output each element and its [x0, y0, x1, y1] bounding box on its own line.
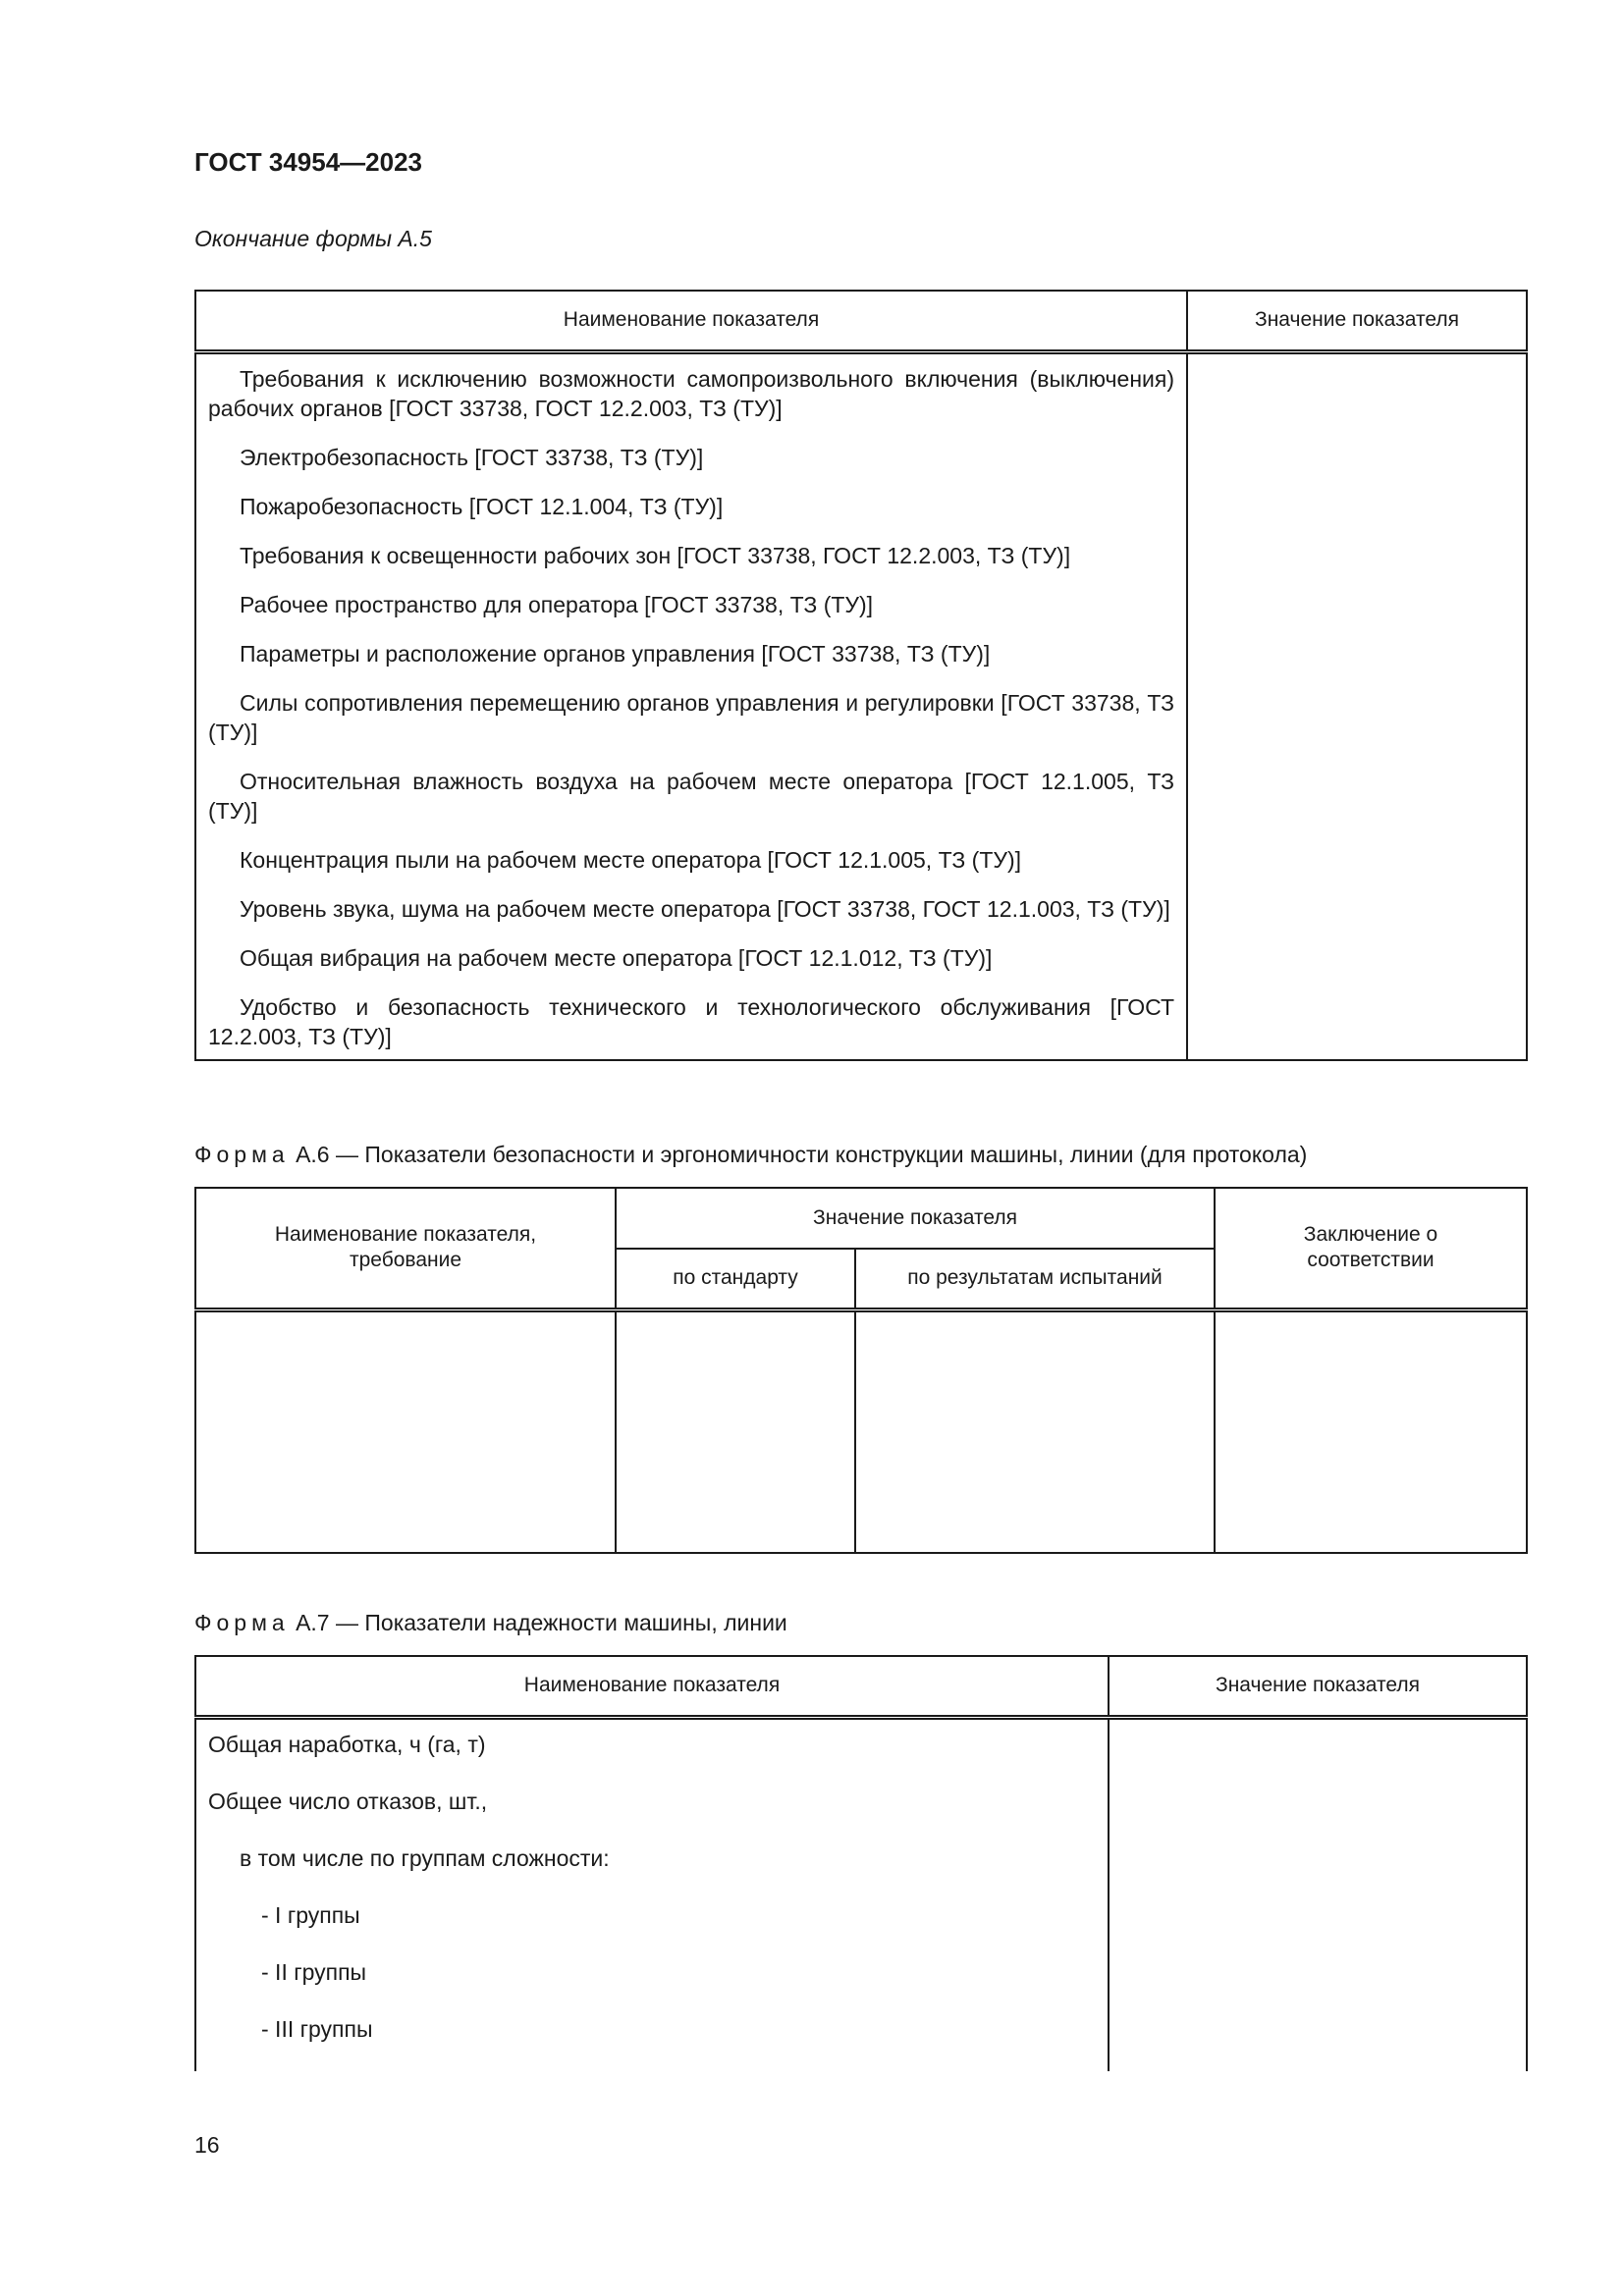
indicator-row: Общее число отказов, шт.,	[208, 1788, 488, 1814]
column-header-name: Наименование показателя	[195, 1656, 1109, 1717]
indicator-row: Электробезопасность [ГОСТ 33738, ТЗ (ТУ)]	[240, 444, 704, 470]
form-a6-caption-text: А.6 — Показатели безопасности и эргономичности конструкции машины, линии (для протокола)	[289, 1142, 1308, 1167]
column-header-by-standard: по стандарту	[616, 1249, 855, 1309]
column-header-name: Наименование показателя	[195, 291, 1187, 351]
column-header-name-requirement: Наименование показателя, требование	[195, 1188, 616, 1309]
value-cell-empty	[1109, 1717, 1527, 2071]
form-a5-table	[194, 290, 1528, 1061]
indicator-row: Удобство и безопасность технического и технологического обслуживания [ГОСТ 12.2.003, ТЗ (ТУ)]	[208, 993, 1174, 1049]
column-header-conclusion: Заключение о соответствии	[1215, 1188, 1527, 1309]
indicator-row: в том числе по группам сложности:	[240, 1844, 610, 1871]
table-header-row	[195, 291, 1527, 351]
document-title: ГОСТ 34954—2023	[194, 147, 422, 177]
empty-cell	[616, 1309, 855, 1553]
table-header-row	[195, 1188, 1527, 1249]
table-header-row	[195, 1656, 1527, 1717]
form-a7-caption	[194, 1610, 787, 1636]
indicator-row: Относительная влажность воздуха на рабочем месте оператора [ГОСТ 12.1.005, ТЗ (ТУ)]	[208, 768, 1174, 824]
indicator-row: - I группы	[261, 1901, 360, 1928]
form-a7-table	[194, 1655, 1528, 2071]
form-a6-table	[194, 1187, 1528, 1554]
indicator-list-cell	[195, 1717, 1109, 2071]
indicator-row: Общая наработка, ч (га, т)	[208, 1731, 486, 1757]
table-body-row	[195, 351, 1527, 1060]
indicator-row: Требования к исключению возможности самопроизвольного включения (выключения) рабочих органов [ГОСТ 33738, ГОСТ 12.2.003, ТЗ (ТУ)]	[208, 365, 1174, 421]
table-body-row	[195, 1309, 1527, 1553]
indicator-row: Рабочее пространство для оператора [ГОСТ 33738, ТЗ (ТУ)]	[240, 591, 874, 617]
indicator-row: Уровень звука, шума на рабочем месте оператора [ГОСТ 33738, ГОСТ 12.1.003, ТЗ (ТУ)]	[240, 895, 1170, 922]
empty-cell	[1215, 1309, 1527, 1553]
form-label: Форма	[194, 1610, 290, 1635]
column-header-value: Значение показателя	[1109, 1656, 1527, 1717]
indicator-row: Общая вибрация на рабочем месте оператора [ГОСТ 12.1.012, ТЗ (ТУ)]	[240, 944, 993, 971]
indicator-row: Силы сопротивления перемещению органов управления и регулировки [ГОСТ 33738, ТЗ (ТУ)]	[208, 689, 1174, 745]
indicator-row: - III группы	[261, 2015, 373, 2042]
indicator-row: - II группы	[261, 1958, 367, 1985]
column-header-value-group: Значение показателя	[616, 1188, 1215, 1249]
value-cell-empty	[1187, 351, 1527, 1060]
indicator-row: Параметры и расположение органов управления [ГОСТ 33738, ТЗ (ТУ)]	[240, 640, 991, 667]
form-label: Форма	[194, 1142, 290, 1167]
column-header-by-tests: по результатам испытаний	[855, 1249, 1215, 1309]
column-header-value: Значение показателя	[1187, 291, 1527, 351]
form-a5-continuation-caption: Окончание формы А.5	[194, 226, 432, 251]
form-a6-caption	[194, 1142, 1307, 1168]
page-number: 16	[194, 2132, 220, 2158]
indicator-row: Пожаробезопасность [ГОСТ 12.1.004, ТЗ (ТУ)]	[240, 493, 724, 519]
indicator-list-cell	[195, 351, 1187, 1060]
empty-cell	[855, 1309, 1215, 1553]
empty-cell	[195, 1309, 616, 1553]
indicator-row: Концентрация пыли на рабочем месте оператора [ГОСТ 12.1.005, ТЗ (ТУ)]	[240, 846, 1022, 873]
indicator-row: Требования к освещенности рабочих зон [ГОСТ 33738, ГОСТ 12.2.003, ТЗ (ТУ)]	[240, 542, 1071, 568]
table-body-row	[195, 1717, 1527, 2071]
form-a7-caption-text: А.7 — Показатели надежности машины, линии	[289, 1610, 787, 1635]
